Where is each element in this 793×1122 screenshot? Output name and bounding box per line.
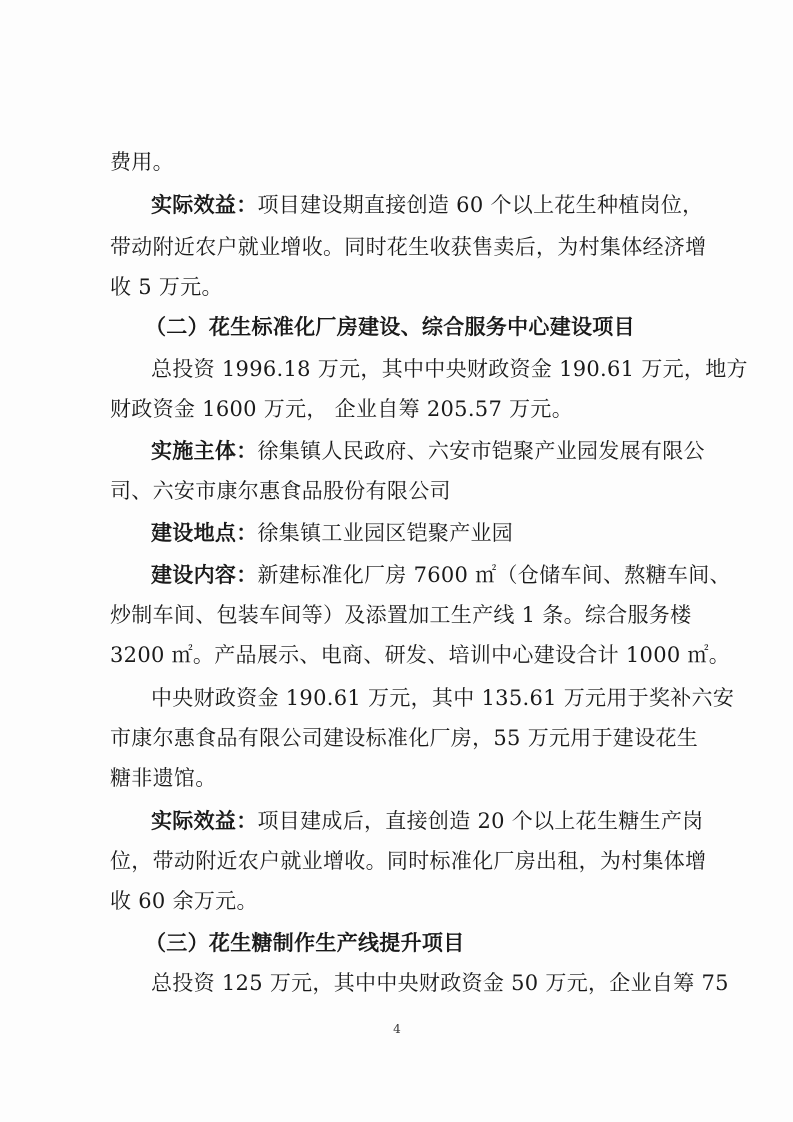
section-heading bbox=[145, 928, 725, 958]
section-label: 建设地点： bbox=[151, 521, 258, 545]
line-text: 费用。 bbox=[110, 150, 174, 174]
paragraph-line bbox=[110, 600, 690, 630]
line-text: 徐集镇人民政府、六安市铠聚产业园发展有限公 bbox=[257, 439, 705, 463]
section-label: 实际效益： bbox=[151, 193, 258, 217]
paragraph-line bbox=[110, 640, 731, 670]
line-text: 位，带动附近农户就业增收。同时标准化厂房出租，为村集体增 bbox=[110, 849, 707, 873]
content-label-line bbox=[151, 560, 731, 590]
benefit-label-line bbox=[151, 806, 704, 836]
line-text: 收 5 万元。 bbox=[110, 275, 223, 299]
heading-text: （三）花生糖制作生产线提升项目 bbox=[145, 931, 465, 955]
line-text: 项目建设期直接创造 60 个以上花生种植岗位， bbox=[257, 193, 704, 217]
paragraph-line bbox=[110, 232, 707, 262]
paragraph-line bbox=[110, 147, 690, 177]
location-label-line bbox=[151, 518, 691, 548]
paragraph-line bbox=[110, 272, 690, 302]
benefit-label-line bbox=[151, 190, 704, 220]
line-text: 炒制车间、包装车间等）及添置加工生产线 1 条。综合服务楼 bbox=[110, 603, 692, 627]
page-number: 4 bbox=[393, 1022, 401, 1036]
line-text: 总投资 125 万元，其中中央财政资金 50 万元，企业自筹 75 bbox=[151, 971, 729, 995]
paragraph-line bbox=[110, 723, 699, 753]
line-text: 收 60 余万元。 bbox=[110, 889, 258, 913]
paragraph-line bbox=[110, 394, 690, 424]
line-text: 3200 ㎡。产品展示、电商、研发、培训中心建设合计 1000 ㎡。 bbox=[110, 643, 731, 667]
line-text: 财政资金 1600 万元， 企业自筹 205.57 万元。 bbox=[110, 397, 573, 421]
section-label: 建设内容： bbox=[151, 563, 258, 587]
section-label: 实施主体： bbox=[151, 439, 258, 463]
heading-text: （二）花生标准化厂房建设、综合服务中心建设项目 bbox=[145, 315, 635, 339]
paragraph-line bbox=[151, 354, 748, 384]
section-label: 实际效益： bbox=[151, 809, 258, 833]
line-text: 项目建成后，直接创造 20 个以上花生糖生产岗 bbox=[257, 809, 704, 833]
section-heading bbox=[145, 312, 725, 342]
paragraph-line bbox=[151, 968, 729, 998]
line-text: 市康尔惠食品有限公司建设标准化厂房，55 万元用于建设花生 bbox=[110, 726, 699, 750]
line-text: 总投资 1996.18 万元，其中中央财政资金 190.61 万元，地方 bbox=[151, 357, 748, 381]
line-text: 司、六安市康尔惠食品股份有限公司 bbox=[110, 479, 451, 503]
line-text: 新建标准化厂房 7600 ㎡（仓储车间、熬糖车间、 bbox=[257, 563, 731, 587]
line-text: 糖非遗馆。 bbox=[110, 766, 217, 790]
paragraph-line bbox=[151, 683, 735, 713]
paragraph-line bbox=[110, 886, 690, 916]
line-text: 中央财政资金 190.61 万元，其中 135.61 万元用于奖补六安 bbox=[151, 686, 735, 710]
implementer-label-line bbox=[151, 436, 705, 466]
paragraph-line bbox=[110, 476, 690, 506]
line-text: 带动附近农户就业增收。同时花生收获售卖后，为村集体经济增 bbox=[110, 235, 707, 259]
line-text: 徐集镇工业园区铠聚产业园 bbox=[257, 521, 514, 545]
paragraph-line bbox=[110, 763, 690, 793]
paragraph-line bbox=[110, 846, 707, 876]
